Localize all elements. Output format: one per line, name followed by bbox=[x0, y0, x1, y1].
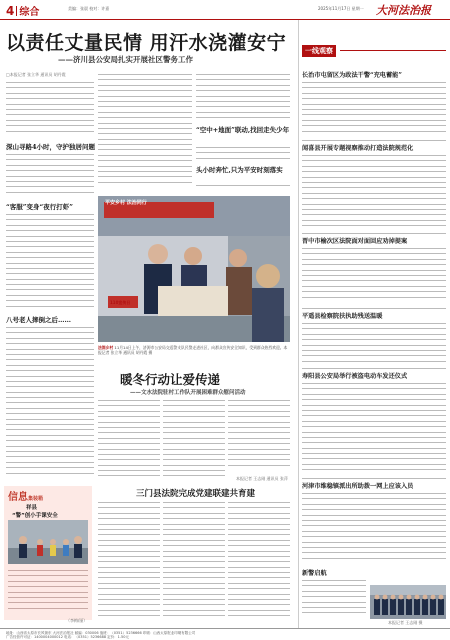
launch-caption: 本报记者 王志刚 摄 bbox=[388, 620, 423, 625]
page-separator bbox=[16, 6, 17, 16]
lead-byline: □本报记者 张立华 通讯员 胡丹霞 bbox=[6, 72, 66, 77]
right-panel-rule bbox=[340, 50, 446, 51]
photo-caption-text: 11月14日上午，济源市公安局交巡警支队民警走进社区，向群众宣传安全知识，受到群众热烈欢迎。本报记者 张立华 通讯员 胡丹霞 摄 bbox=[98, 345, 288, 355]
lead-body-col3-c bbox=[196, 183, 290, 193]
lead-photo-banner: 平安乡村 法治同行 bbox=[105, 200, 147, 206]
right-story-title-4: 平遥县检察院扶执助残送温暖 bbox=[302, 313, 383, 320]
info-photo-illustration bbox=[8, 520, 88, 564]
info-logo bbox=[8, 488, 43, 503]
lead-body-col1-c bbox=[6, 212, 94, 312]
right-story-title-6: 河津市维稳镇派出所助拨一网上应该入员 bbox=[302, 483, 414, 490]
sub-body-col2 bbox=[163, 398, 225, 480]
section-title-4: “空中+地面”联动,找回走失少年 bbox=[196, 126, 290, 134]
right-story-title-5: 寿阳县公安局举行被盗电动车发还仪式 bbox=[302, 373, 408, 380]
bottom-headline: 三门县法院完成党建联建共育建 bbox=[136, 489, 256, 499]
masthead bbox=[0, 0, 450, 20]
lead-body-col3-b bbox=[196, 145, 290, 165]
sub-byline: 本报记者 王志刚 通讯员 张萍 bbox=[236, 476, 288, 481]
lead-body-col1-a bbox=[6, 80, 94, 140]
right-divider-1 bbox=[302, 140, 446, 141]
info-body bbox=[8, 568, 88, 618]
footer-line-1: 地址：山西省太原市长风街东 大河法治报社 邮编：030006 值班：（0351）5236666 印刷：山西太原报业印刷有限公司 bbox=[6, 631, 196, 635]
launch-photo-illustration bbox=[370, 585, 446, 619]
right-story-body-1 bbox=[302, 80, 446, 138]
launch-photo bbox=[370, 585, 446, 619]
lead-body-col3-a bbox=[196, 72, 290, 124]
lead-photo-caption bbox=[98, 345, 290, 355]
info-byline: （李梅/丽） bbox=[66, 618, 88, 623]
right-story-title-2: 闻喜县开展专题视察推动打造法院规范化 bbox=[302, 145, 414, 152]
right-story-title-1: 长治市屯留区为政法干警“充电蓄能” bbox=[302, 72, 402, 79]
lead-photo-illustration bbox=[98, 196, 290, 342]
launch-body bbox=[302, 578, 366, 618]
right-story-body-4 bbox=[302, 321, 446, 365]
bottom-body-col2 bbox=[163, 500, 225, 624]
right-story-body-2 bbox=[302, 153, 446, 231]
right-story-body-3 bbox=[302, 246, 446, 306]
info-photo bbox=[8, 520, 88, 564]
info-logo-sub: 集装箱 bbox=[28, 496, 44, 502]
sub-body-col3 bbox=[228, 398, 290, 474]
photo-tag: 法润乡村 bbox=[98, 345, 114, 350]
sub-subheadline: ——文水法院驻村工作队开展困难群众慰问活动 bbox=[130, 390, 246, 396]
launch-title: 新警启航 bbox=[302, 570, 327, 577]
right-divider-4 bbox=[302, 368, 446, 369]
lead-body-col2 bbox=[98, 72, 192, 190]
lead-photo-stamp: 110宣传日 bbox=[110, 300, 131, 305]
right-divider-5 bbox=[302, 478, 446, 479]
section-title-2: “客服”变身“夜行打虾” bbox=[6, 203, 73, 211]
lead-photo bbox=[98, 196, 290, 342]
info-subtitle: “警”创小手课安全 bbox=[12, 513, 58, 519]
right-story-title-3: 晋中市榆次区法院面对面回应劝掉提案 bbox=[302, 238, 408, 245]
info-logo-main: 信息 bbox=[8, 492, 28, 503]
right-divider-3 bbox=[302, 308, 446, 309]
info-title: 祥县 bbox=[26, 505, 38, 511]
bottom-body-col3 bbox=[228, 500, 290, 624]
lead-headline: 以责任丈量民情 用汗水浇灌安宁 bbox=[6, 32, 287, 54]
section-title-5: 头小时奔忙,只为平安时刻落实 bbox=[196, 166, 283, 174]
bottom-body-col1 bbox=[98, 500, 160, 624]
right-story-body-5 bbox=[302, 381, 446, 475]
sub-headline: 暖冬行动让爱传递 bbox=[120, 372, 221, 387]
section-title-1: 深山寻路4小时，守护独居问题 bbox=[6, 143, 96, 151]
lead-body-col1-b bbox=[6, 152, 94, 200]
paper-name: 大河法治报 bbox=[376, 4, 431, 17]
right-panel-logo: 一线观察 bbox=[302, 45, 336, 57]
section-title-3: 八号老人摔倒之后…… bbox=[6, 316, 71, 324]
lead-body-col1-d bbox=[6, 325, 94, 480]
date-line: 2025年11月17日 星期一 bbox=[318, 6, 364, 11]
editor-line: 美编：张晨 校对：许嘉 bbox=[68, 6, 110, 11]
section-label: 综合 bbox=[19, 7, 40, 18]
lead-subheadline: ——济川县公安局扎实开展社区警务工作 bbox=[58, 55, 193, 64]
right-story-body-6 bbox=[302, 491, 446, 563]
right-divider-2 bbox=[302, 233, 446, 234]
footer bbox=[0, 628, 450, 640]
page-number: 4 综合 bbox=[6, 4, 40, 18]
footer-line-2: 广告经营许可证：1400004000012 电话：（0351）5236688 定价：1.50元 bbox=[6, 635, 129, 640]
sub-body-col1 bbox=[98, 398, 160, 480]
